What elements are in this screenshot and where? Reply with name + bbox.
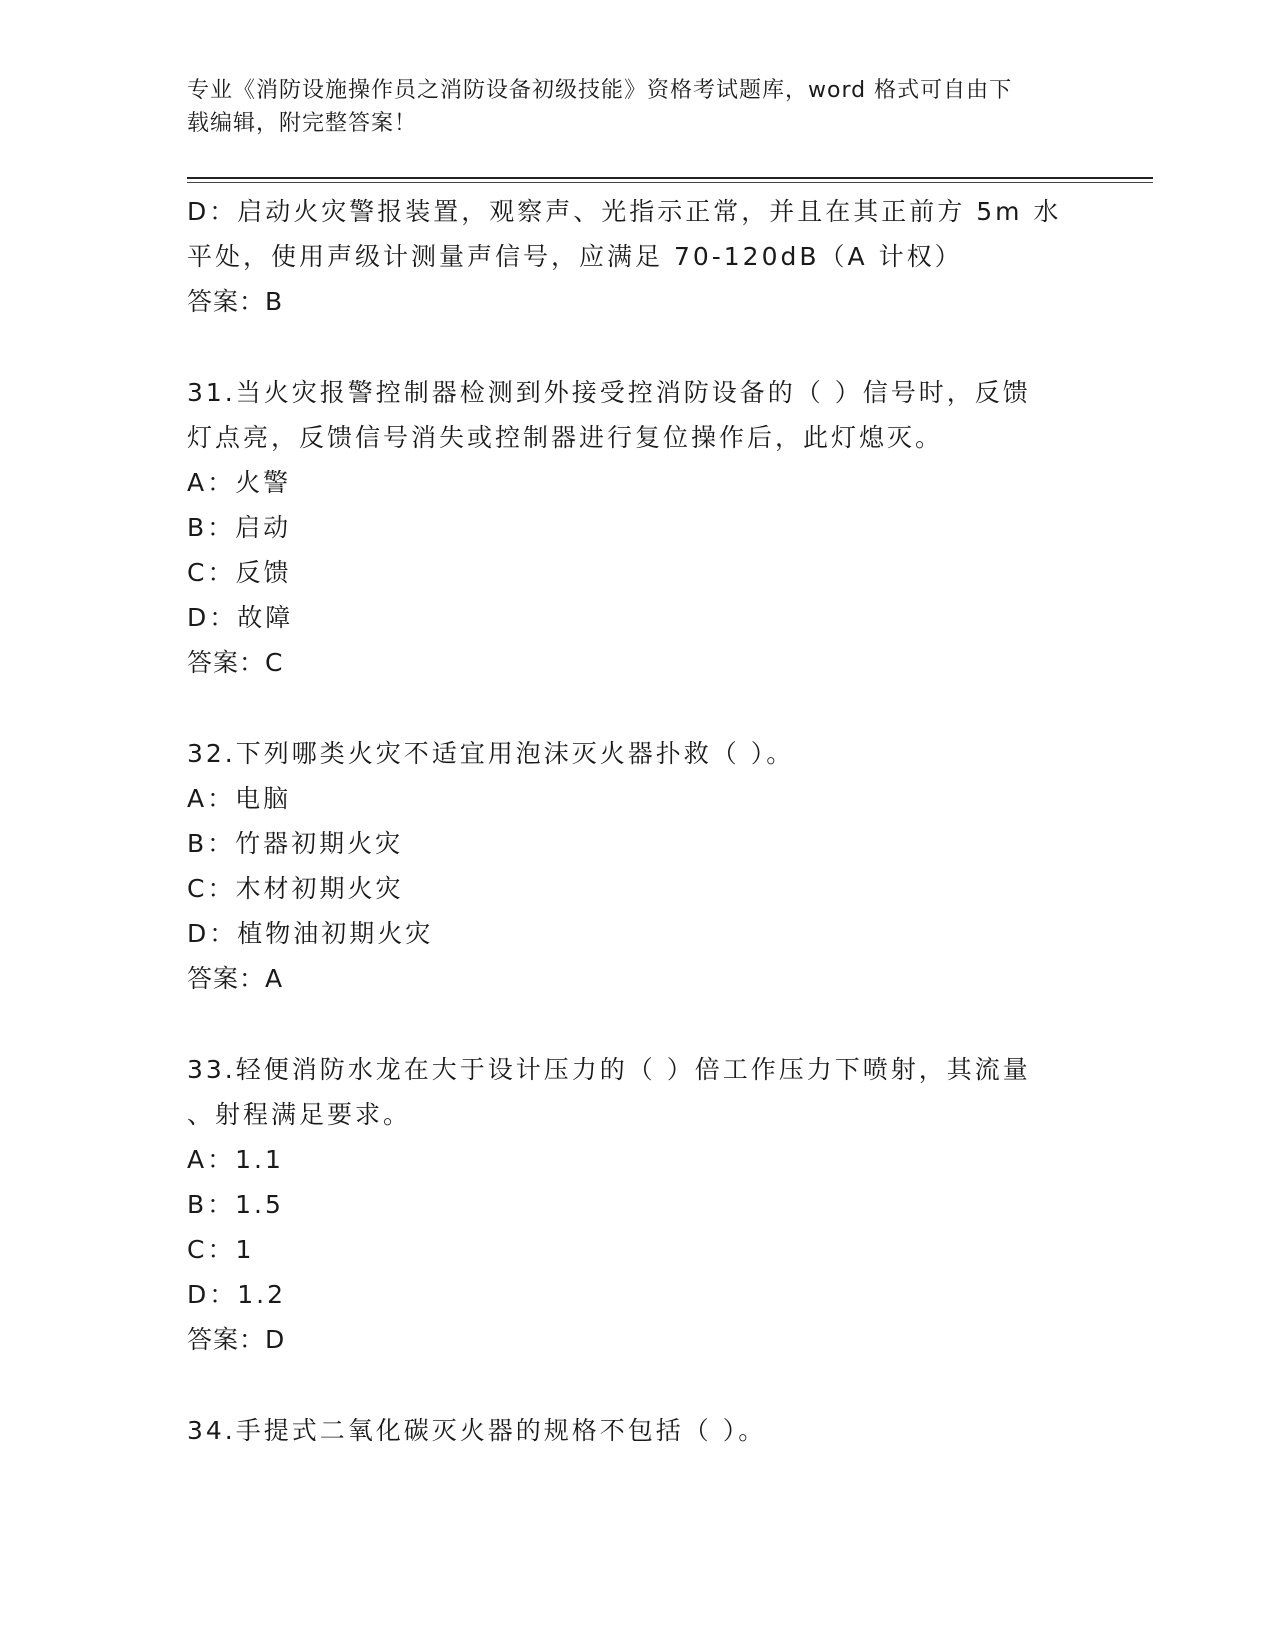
question-31-option-d: D：故障	[187, 603, 294, 632]
document-header	[187, 74, 1067, 140]
question-31-stem-line-1: 31.当火灾报警控制器检测到外接受控消防设备的（ ）信号时，反馈	[187, 378, 1031, 407]
question-33-stem-line-1: 33.轻便消防水龙在大于设计压力的（ ）倍工作压力下喷射，其流量	[187, 1055, 1031, 1084]
answer-32: 答案：A	[187, 964, 284, 993]
question-33-option-c: C：1	[187, 1235, 255, 1264]
spacer	[187, 325, 1087, 370]
spacer	[187, 1002, 1087, 1047]
header-line-1: 专业《消防设施操作员之消防设备初级技能》资格考试题库，word 格式可自由下	[187, 78, 1013, 103]
question-content	[187, 189, 1087, 1453]
spacer	[187, 1363, 1087, 1408]
header-divider-thick	[187, 177, 1153, 179]
question-32-option-d: D：植物油初期火灾	[187, 919, 434, 948]
question-33-option-d: D：1.2	[187, 1280, 287, 1309]
header-line-2: 载编辑，附完整答案！	[187, 111, 418, 136]
question-31-stem-line-2: 灯点亮，反馈信号消失或控制器进行复位操作后，此灯熄灭。	[187, 423, 944, 452]
option-d-line-1: D：启动火灾警报装置，观察声、光指示正常，并且在其正前方 5m 水	[187, 197, 1062, 226]
question-33-option-a: A：1.1	[187, 1145, 284, 1174]
question-31-option-c: C：反馈	[187, 558, 292, 587]
header-divider-thin	[187, 182, 1153, 183]
answer-30: 答案：B	[187, 287, 284, 316]
answer-33: 答案：D	[187, 1325, 286, 1354]
question-33-stem-line-2: 、射程满足要求。	[187, 1100, 412, 1129]
answer-31: 答案：C	[187, 648, 284, 677]
question-34-stem-line-1: 34.手提式二氧化碳灭火器的规格不包括（ ）。	[187, 1416, 767, 1445]
question-33-option-b: B：1.5	[187, 1190, 284, 1219]
spacer	[187, 686, 1087, 731]
option-d-line-2: 平处，使用声级计测量声信号，应满足 70-120dB（A 计权）	[187, 242, 963, 271]
question-32-stem-line-1: 32.下列哪类火灾不适宜用泡沫灭火器扑救（ ）。	[187, 739, 795, 768]
question-32-option-a: A：电脑	[187, 784, 292, 813]
question-31-option-a: A：火警	[187, 468, 292, 497]
question-31-option-b: B：启动	[187, 513, 292, 542]
question-32-option-b: B：竹器初期火灾	[187, 829, 404, 858]
question-32-option-c: C：木材初期火灾	[187, 874, 404, 903]
